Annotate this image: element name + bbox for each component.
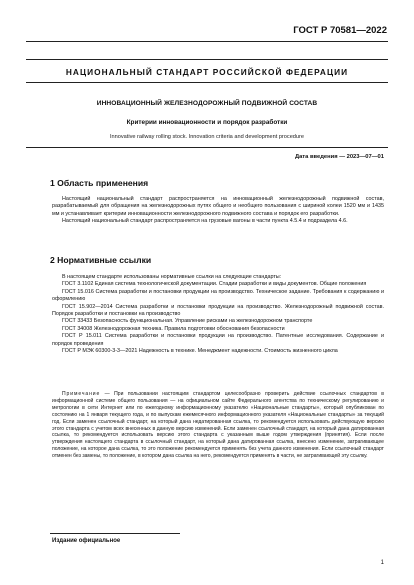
section-1-paragraph: Настоящий национальный стандарт распространяется на инновационный железнодорожный подвижной состав, разрабатываемый для обращения на железнодорожных путях общего и необщего пользования с шириной колеи 1520 мм и 1435 мм и устанавливает критерии инновационности железнодорожного подвижного состава и порядок его разработки. <box>52 196 384 217</box>
section-1-paragraph: Настоящий национальный стандарт распространяется на грузовые вагоны в части пункта 4.5.4 и подраздела 4.6. <box>62 218 348 225</box>
title-block <box>30 100 384 140</box>
introduction-date: Дата введения — 2023—07—01 <box>294 154 384 160</box>
note-lead: Примечание <box>62 391 101 397</box>
note-paragraph <box>52 391 384 460</box>
title-bottom-rule <box>26 147 388 148</box>
reference-item: ГОСТ 33433 Безопасность функциональная. Управление рисками на железнодорожном транспорте <box>62 318 313 325</box>
standard-number: ГОСТ Р 70581—2022 <box>293 25 387 36</box>
section-2-body <box>52 274 384 355</box>
footer-rule <box>50 533 180 534</box>
document-subtitle: Критерии инновационности и порядок разработки <box>126 119 288 126</box>
header-rule <box>26 41 388 42</box>
reference-item: ГОСТ 15.902—2014 Система разработки и постановки продукции на производство. Железнодорожный подвижной состав. Порядок разработки и постановки на производство <box>52 303 384 318</box>
note-block <box>52 391 384 460</box>
document-title: ИННОВАЦИОННЫЙ ЖЕЛЕЗНОДОРОЖНЫЙ ПОДВИЖНОЙ СОСТАВ <box>96 100 318 107</box>
page-number: 1 <box>380 560 384 566</box>
reference-item: ГОСТ Р 15.011 Система разработки и постановки продукции на производство. Патентные исследования. Содержание и порядок проведения <box>52 333 384 347</box>
note-text: — При пользовании настоящим стандартом целесообразно проверить действие ссылочных стандартов в информационной системе общего пользования — на официальном сайте Федерального агентства по техническому регулированию и метрологии в сети Интернет или по ежегодному информационному указателю «Национальные стандарты», который опубликован по состоянию на 1 января текущего года, и по выпускам ежемесячного информационного указателя «Национальные стандарты» за текущий год. Если заменен ссылочный стандарт, на который дана недатированная ссылка, то рекомендуется использовать действующую версию этого стандарта с учетом всех внесенных в данную версию изменений. Если заменен ссылочный стандарт, на который дана датированная ссылка, то рекомендуется использовать версию этого стандарта с указанным выше годом утверждения (принятия). Если после утверждения настоящего стандарта в ссылочный стандарт, на который дана датированная ссылка, внесено изменение, затрагивающее положение, на которое дана ссылка, то это положение рекомендуется применять без учета данного изменения. Если ссылочный стандарт отменен без замены, то положение, в котором дана ссылка на него, рекомендуется применять в части, не затрагивающей эту ссылку. <box>52 391 384 460</box>
document-title-english: Innovative railway rolling stock. Innovation criteria and development procedure <box>109 134 305 140</box>
section-2-heading: 2 Нормативные ссылки <box>50 255 152 265</box>
section-2-paragraph: В настоящем стандарте использованы нормативные ссылки на следующие стандарты: <box>62 274 282 280</box>
national-standard-banner: НАЦИОНАЛЬНЫЙ СТАНДАРТ РОССИЙСКОЙ ФЕДЕРАЦИИ <box>65 67 349 77</box>
banner-bottom-rule <box>26 82 388 83</box>
banner-top-rule <box>26 59 388 60</box>
section-1-heading: 1 Область применения <box>50 178 149 188</box>
reference-item: ГОСТ 15.016 Система разработки и постановки продукции на производство. Техническое задание. Требования к содержанию и оформлению <box>52 288 384 303</box>
section-1-body <box>52 196 384 226</box>
edition-label: Издание официальное <box>52 538 121 544</box>
reference-item: ГОСТ Р МЭК 60300-3-3—2021 Надежность в технике. Менеджмент надежности. Стоимость жизненного цикла <box>62 348 338 355</box>
reference-item: ГОСТ 3.1102 Единая система технологической документации. Стадии разработки и виды документов. Общие положения <box>62 281 367 288</box>
reference-item: ГОСТ 34008 Железнодорожная техника. Правила подготовки обоснования безопасности <box>62 325 285 332</box>
